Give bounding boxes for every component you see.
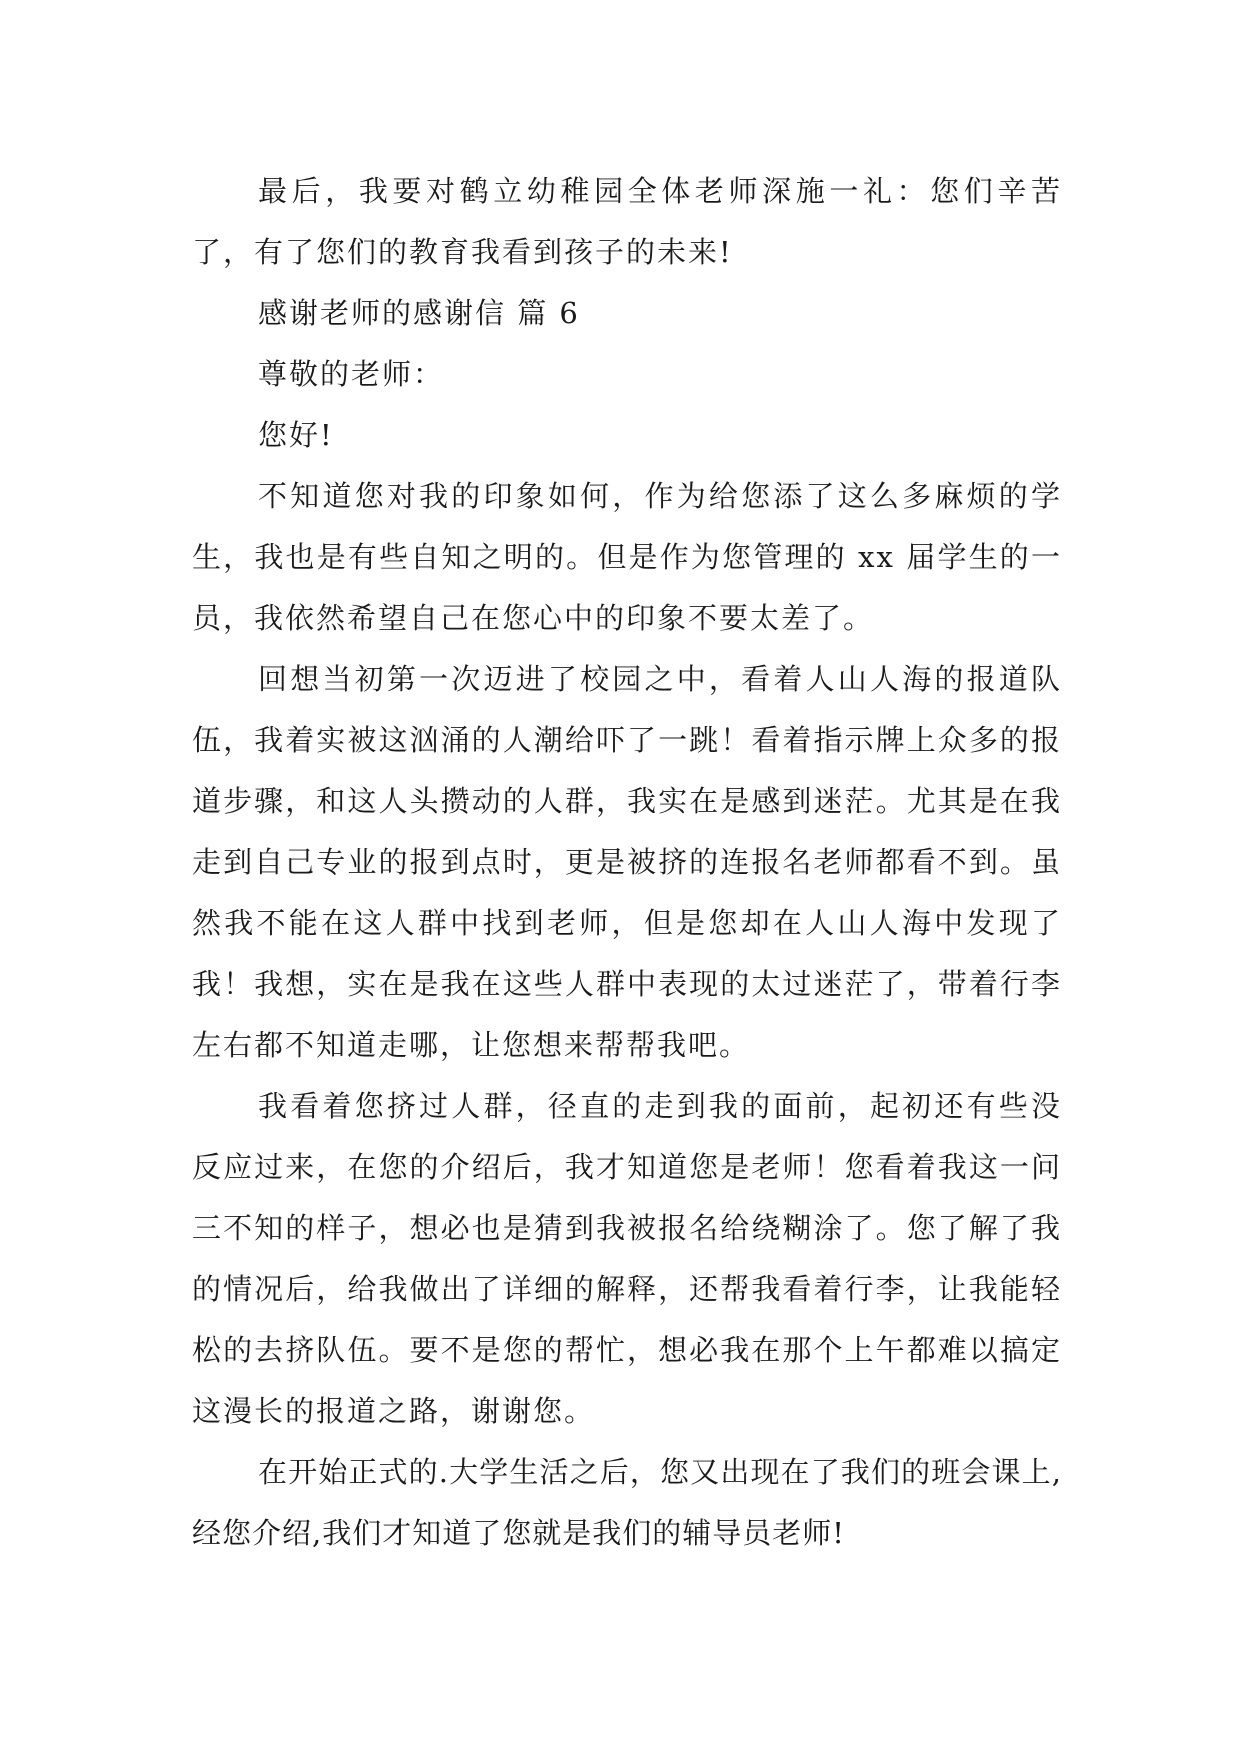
salutation: 尊敬的老师： [258,357,445,391]
paragraph-closing-thanks: 最后，我要对鹤立幼稚园全体老师深施一礼：您们辛苦了，有了您们的教育我看到孩子的未来! [192,174,1062,269]
paragraph-impression: 不知道您对我的印象如何，作为给您添了这么多麻烦的学生，我也是有些自知之明的。但是作为您管理的 xx 届学生的一员，我依然希望自己在您心中的印象不要太差了。 [192,479,1062,635]
paragraph-class-meeting: 在开始正式的.大学生活之后，您又出现在了我们的班会课上,经您介绍,我们才知道了您就是我们的辅导员老师! [192,1455,1062,1550]
greeting: 您好! [258,418,334,452]
document-body [192,161,1062,1564]
paragraph-teacher-help: 我看着您挤过人群，径直的走到我的面前，起初还有些没反应过来，在您的介绍后，我才知道您是老师！您看着我这一问三不知的样子，想必也是猜到我被报名给绕糊涂了。您了解了我的情况后，给我做出了详细的解释，还帮我看着行李，让我能轻松的去挤队伍。要不是您的帮忙，想必我在那个上午都难以搞定这漫长的报道之路，谢谢您。 [192,1089,1062,1428]
section-heading: 感谢老师的感谢信 篇 6 [258,296,580,330]
paragraph-first-day: 回想当初第一次迈进了校园之中，看着人山人海的报道队伍，我着实被这汹涌的人潮给吓了一跳！看着指示牌上众多的报道步骤，和这人头攒动的人群，我实在是感到迷茫。尤其是在我走到自己专业的报到点时，更是被挤的连报名老师都看不到。虽然我不能在这人群中找到老师，但是您却在人山人海中发现了我！我想，实在是我在这些人群中表现的太过迷茫了，带着行李左右都不知道走哪，让您想来帮帮我吧。 [192,662,1062,1062]
